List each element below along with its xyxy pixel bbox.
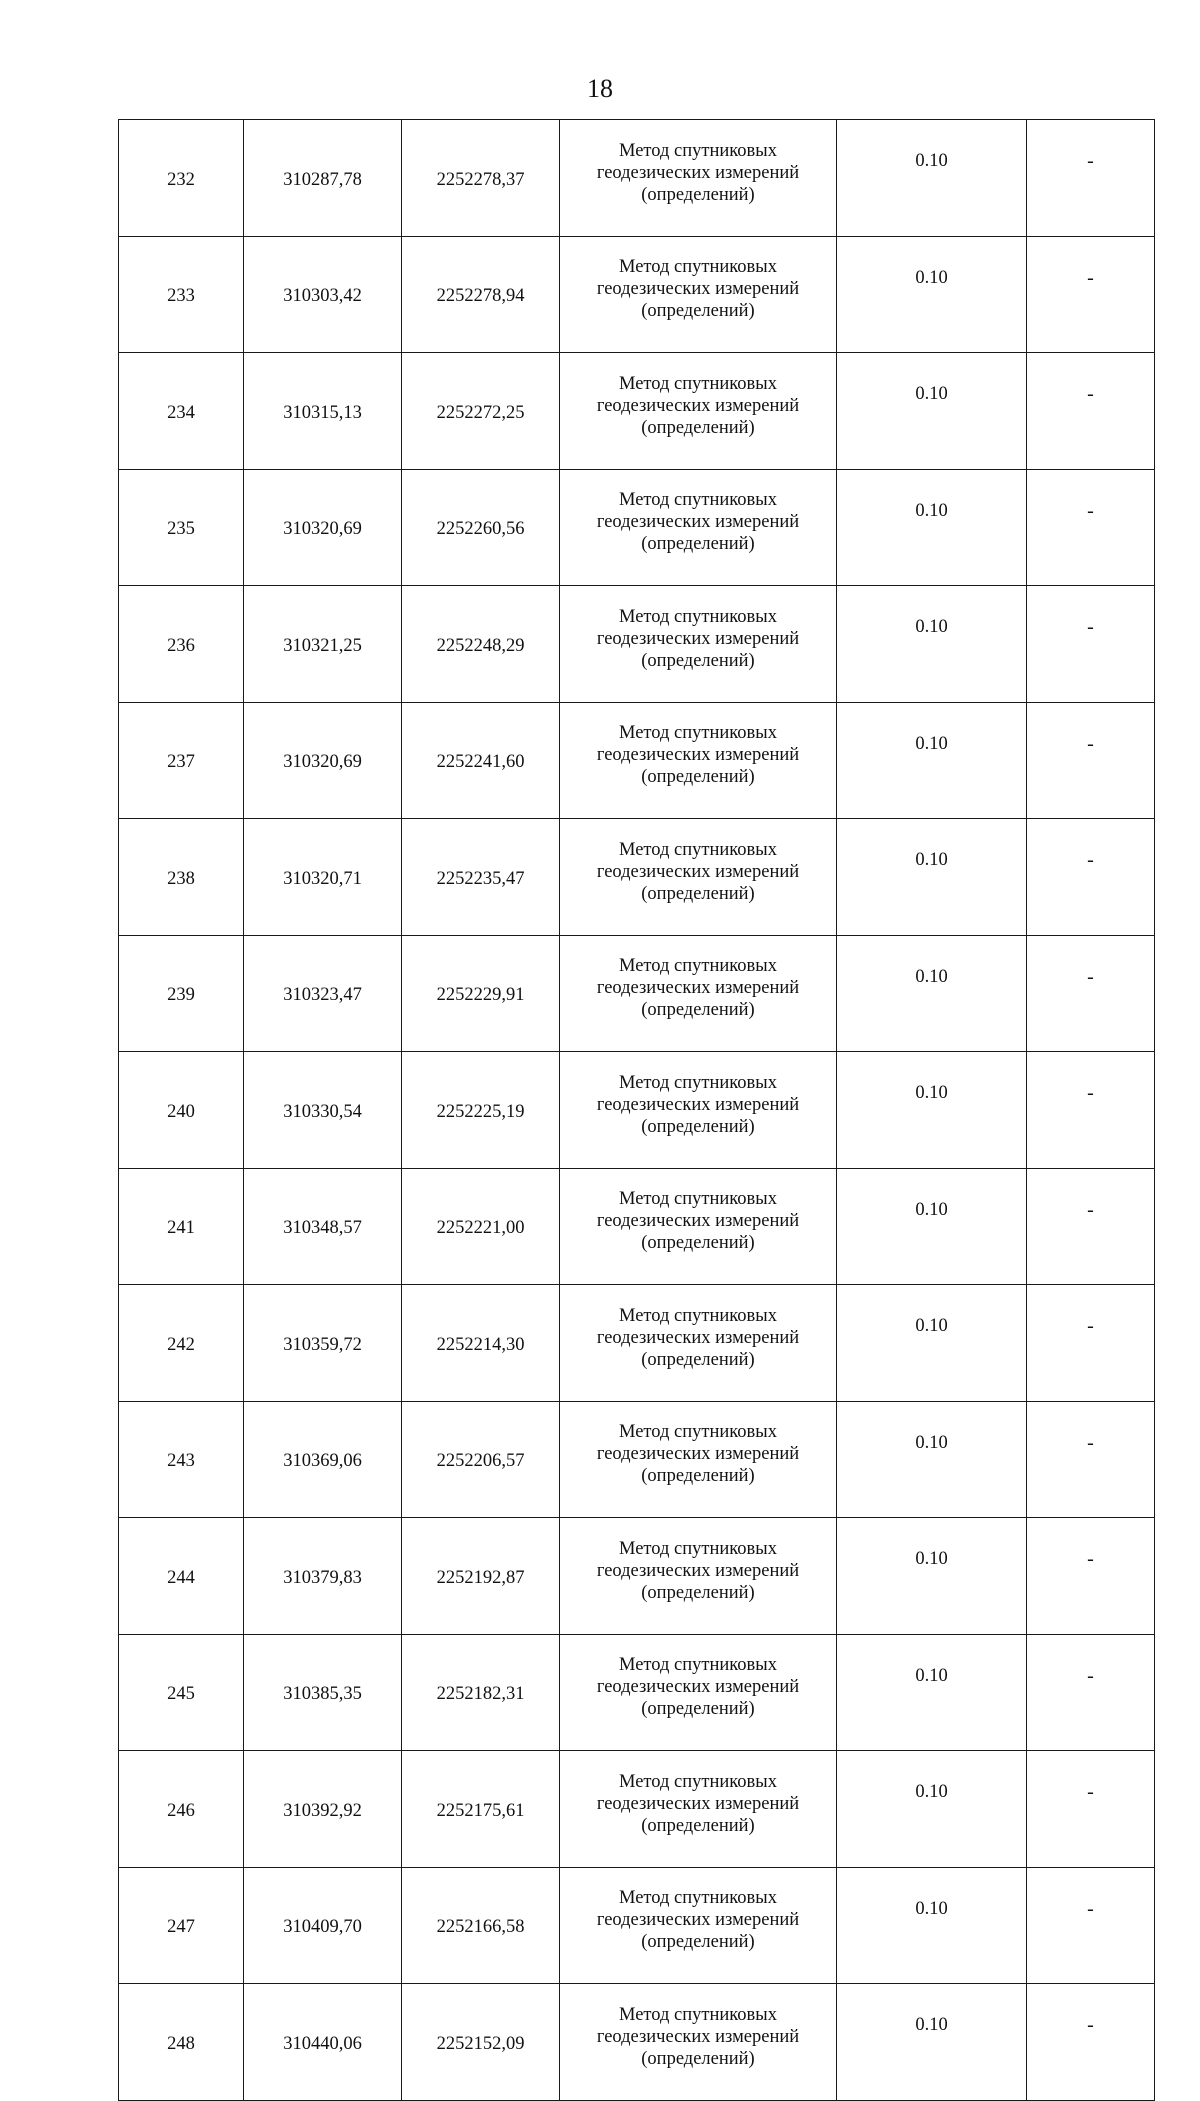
method-line-1: Метод спутниковых [619, 373, 777, 394]
coordinates-table [118, 119, 1155, 2101]
method-cell [560, 1867, 837, 1984]
y-coordinate-cell: 2252278,94 [402, 236, 560, 353]
method-line-2: геодезических измерений [596, 1677, 800, 1698]
method-line-2: геодезических измерений [596, 162, 800, 183]
method-line-3: (определений) [641, 2048, 755, 2069]
point-number-cell: 240 [119, 1052, 244, 1169]
method-line-2: геодезических измерений [596, 395, 800, 416]
method-line-3: (определений) [641, 1000, 755, 1021]
point-number-cell: 234 [119, 353, 244, 470]
method-line-1: Метод спутниковых [619, 1538, 777, 1559]
table-row [119, 353, 1155, 470]
method-line-2: геодезических измерений [596, 512, 800, 533]
method-line-3: (определений) [641, 1699, 755, 1720]
note-cell: - [1027, 819, 1155, 936]
method-line-2: геодезических измерений [596, 1094, 800, 1115]
note-cell: - [1027, 935, 1155, 1052]
method-line-3: (определений) [641, 1233, 755, 1254]
accuracy-cell: 0.10 [837, 1052, 1027, 1169]
x-coordinate-cell: 310369,06 [244, 1401, 402, 1518]
accuracy-cell: 0.10 [837, 1867, 1027, 1984]
accuracy-cell: 0.10 [837, 236, 1027, 353]
point-number-cell: 243 [119, 1401, 244, 1518]
x-coordinate-cell: 310409,70 [244, 1867, 402, 1984]
method-cell [560, 1634, 837, 1751]
x-coordinate-cell: 310315,13 [244, 353, 402, 470]
y-coordinate-cell: 2252235,47 [402, 819, 560, 936]
method-line-3: (определений) [641, 184, 755, 205]
note-cell: - [1027, 702, 1155, 819]
accuracy-cell: 0.10 [837, 1634, 1027, 1751]
accuracy-cell: 0.10 [837, 1168, 1027, 1285]
note-cell: - [1027, 1518, 1155, 1635]
method-line-2: геодезических измерений [596, 978, 800, 999]
note-cell: - [1027, 1285, 1155, 1402]
method-cell [560, 1285, 837, 1402]
method-cell [560, 1052, 837, 1169]
accuracy-cell: 0.10 [837, 702, 1027, 819]
method-line-1: Метод спутниковых [619, 956, 777, 977]
accuracy-cell: 0.10 [837, 1751, 1027, 1868]
method-line-1: Метод спутниковых [619, 1422, 777, 1443]
table-body [119, 120, 1155, 2101]
table-row [119, 935, 1155, 1052]
method-line-1: Метод спутниковых [619, 606, 777, 627]
method-line-2: геодезических измерений [596, 1560, 800, 1581]
y-coordinate-cell: 2252206,57 [402, 1401, 560, 1518]
point-number-cell: 233 [119, 236, 244, 353]
method-line-3: (определений) [641, 417, 755, 438]
point-number-cell: 245 [119, 1634, 244, 1751]
method-line-2: геодезических измерений [596, 1910, 800, 1931]
method-line-3: (определений) [641, 1349, 755, 1370]
table-row [119, 469, 1155, 586]
y-coordinate-cell: 2252152,09 [402, 1984, 560, 2101]
y-coordinate-cell: 2252225,19 [402, 1052, 560, 1169]
method-line-1: Метод спутниковых [619, 1189, 777, 1210]
method-line-1: Метод спутниковых [619, 2004, 777, 2025]
point-number-cell: 238 [119, 819, 244, 936]
table-row [119, 1285, 1155, 1402]
method-line-2: геодезических измерений [596, 2026, 800, 2047]
note-cell: - [1027, 120, 1155, 237]
point-number-cell: 237 [119, 702, 244, 819]
note-cell: - [1027, 1401, 1155, 1518]
method-line-2: геодезических измерений [596, 861, 800, 882]
method-line-3: (определений) [641, 1116, 755, 1137]
accuracy-cell: 0.10 [837, 586, 1027, 703]
method-cell [560, 702, 837, 819]
x-coordinate-cell: 310359,72 [244, 1285, 402, 1402]
y-coordinate-cell: 2252214,30 [402, 1285, 560, 1402]
method-line-1: Метод спутниковых [619, 723, 777, 744]
point-number-cell: 241 [119, 1168, 244, 1285]
note-cell: - [1027, 469, 1155, 586]
method-line-3: (определений) [641, 650, 755, 671]
point-number-cell: 246 [119, 1751, 244, 1868]
y-coordinate-cell: 2252166,58 [402, 1867, 560, 1984]
method-cell [560, 1168, 837, 1285]
note-cell: - [1027, 1984, 1155, 2101]
method-line-2: геодезических измерений [596, 1793, 800, 1814]
point-number-cell: 247 [119, 1867, 244, 1984]
accuracy-cell: 0.10 [837, 935, 1027, 1052]
table-row [119, 702, 1155, 819]
method-cell [560, 120, 837, 237]
table-row [119, 1867, 1155, 1984]
y-coordinate-cell: 2252175,61 [402, 1751, 560, 1868]
method-line-3: (определений) [641, 1582, 755, 1603]
page-number: 18 [587, 74, 613, 103]
method-line-1: Метод спутниковых [619, 257, 777, 278]
method-cell [560, 353, 837, 470]
y-coordinate-cell: 2252272,25 [402, 353, 560, 470]
method-line-3: (определений) [641, 301, 755, 322]
table-row [119, 819, 1155, 936]
x-coordinate-cell: 310321,25 [244, 586, 402, 703]
method-line-1: Метод спутниковых [619, 490, 777, 511]
method-line-1: Метод спутниковых [619, 839, 777, 860]
method-cell [560, 1518, 837, 1635]
method-line-2: геодезических измерений [596, 1327, 800, 1348]
method-line-3: (определений) [641, 1815, 755, 1836]
table-row [119, 120, 1155, 237]
method-line-2: геодезических измерений [596, 1444, 800, 1465]
table-row [119, 1984, 1155, 2101]
table-row [119, 1634, 1155, 1751]
method-line-2: геодезических измерений [596, 1211, 800, 1232]
point-number-cell: 242 [119, 1285, 244, 1402]
method-line-3: (определений) [641, 534, 755, 555]
method-line-3: (определений) [641, 1932, 755, 1953]
accuracy-cell: 0.10 [837, 1984, 1027, 2101]
method-line-3: (определений) [641, 767, 755, 788]
note-cell: - [1027, 1867, 1155, 1984]
point-number-cell: 248 [119, 1984, 244, 2101]
y-coordinate-cell: 2252221,00 [402, 1168, 560, 1285]
point-number-cell: 236 [119, 586, 244, 703]
x-coordinate-cell: 310440,06 [244, 1984, 402, 2101]
point-number-cell: 235 [119, 469, 244, 586]
method-cell [560, 1401, 837, 1518]
y-coordinate-cell: 2252229,91 [402, 935, 560, 1052]
method-line-3: (определений) [641, 883, 755, 904]
accuracy-cell: 0.10 [837, 819, 1027, 936]
x-coordinate-cell: 310320,69 [244, 702, 402, 819]
method-line-2: геодезических измерений [596, 745, 800, 766]
note-cell: - [1027, 1052, 1155, 1169]
note-cell: - [1027, 1634, 1155, 1751]
x-coordinate-cell: 310385,35 [244, 1634, 402, 1751]
method-line-2: геодезических измерений [596, 279, 800, 300]
y-coordinate-cell: 2252182,31 [402, 1634, 560, 1751]
table-row [119, 586, 1155, 703]
y-coordinate-cell: 2252260,56 [402, 469, 560, 586]
table-row [119, 1168, 1155, 1285]
method-cell [560, 236, 837, 353]
note-cell: - [1027, 1751, 1155, 1868]
method-line-1: Метод спутниковых [619, 1888, 777, 1909]
method-line-1: Метод спутниковых [619, 1771, 777, 1792]
accuracy-cell: 0.10 [837, 353, 1027, 470]
table-row [119, 1052, 1155, 1169]
point-number-cell: 232 [119, 120, 244, 237]
method-cell [560, 1984, 837, 2101]
y-coordinate-cell: 2252192,87 [402, 1518, 560, 1635]
x-coordinate-cell: 310348,57 [244, 1168, 402, 1285]
accuracy-cell: 0.10 [837, 469, 1027, 586]
y-coordinate-cell: 2252278,37 [402, 120, 560, 237]
note-cell: - [1027, 1168, 1155, 1285]
x-coordinate-cell: 310379,83 [244, 1518, 402, 1635]
x-coordinate-cell: 310323,47 [244, 935, 402, 1052]
accuracy-cell: 0.10 [837, 1401, 1027, 1518]
x-coordinate-cell: 310330,54 [244, 1052, 402, 1169]
accuracy-cell: 0.10 [837, 1285, 1027, 1402]
point-number-cell: 239 [119, 935, 244, 1052]
x-coordinate-cell: 310287,78 [244, 120, 402, 237]
method-line-2: геодезических измерений [596, 628, 800, 649]
table-row [119, 236, 1155, 353]
y-coordinate-cell: 2252241,60 [402, 702, 560, 819]
method-line-1: Метод спутниковых [619, 1655, 777, 1676]
method-line-1: Метод спутниковых [619, 1305, 777, 1326]
table-row [119, 1401, 1155, 1518]
method-cell [560, 469, 837, 586]
method-line-1: Метод спутниковых [619, 140, 777, 161]
note-cell: - [1027, 353, 1155, 470]
method-cell [560, 819, 837, 936]
method-line-3: (определений) [641, 1466, 755, 1487]
x-coordinate-cell: 310392,92 [244, 1751, 402, 1868]
point-number-cell: 244 [119, 1518, 244, 1635]
method-line-1: Метод спутниковых [619, 1072, 777, 1093]
accuracy-cell: 0.10 [837, 1518, 1027, 1635]
x-coordinate-cell: 310320,69 [244, 469, 402, 586]
x-coordinate-cell: 310320,71 [244, 819, 402, 936]
table-row [119, 1518, 1155, 1635]
note-cell: - [1027, 236, 1155, 353]
accuracy-cell: 0.10 [837, 120, 1027, 237]
table-row [119, 1751, 1155, 1868]
x-coordinate-cell: 310303,42 [244, 236, 402, 353]
method-cell [560, 586, 837, 703]
method-cell [560, 935, 837, 1052]
method-cell [560, 1751, 837, 1868]
note-cell: - [1027, 586, 1155, 703]
y-coordinate-cell: 2252248,29 [402, 586, 560, 703]
